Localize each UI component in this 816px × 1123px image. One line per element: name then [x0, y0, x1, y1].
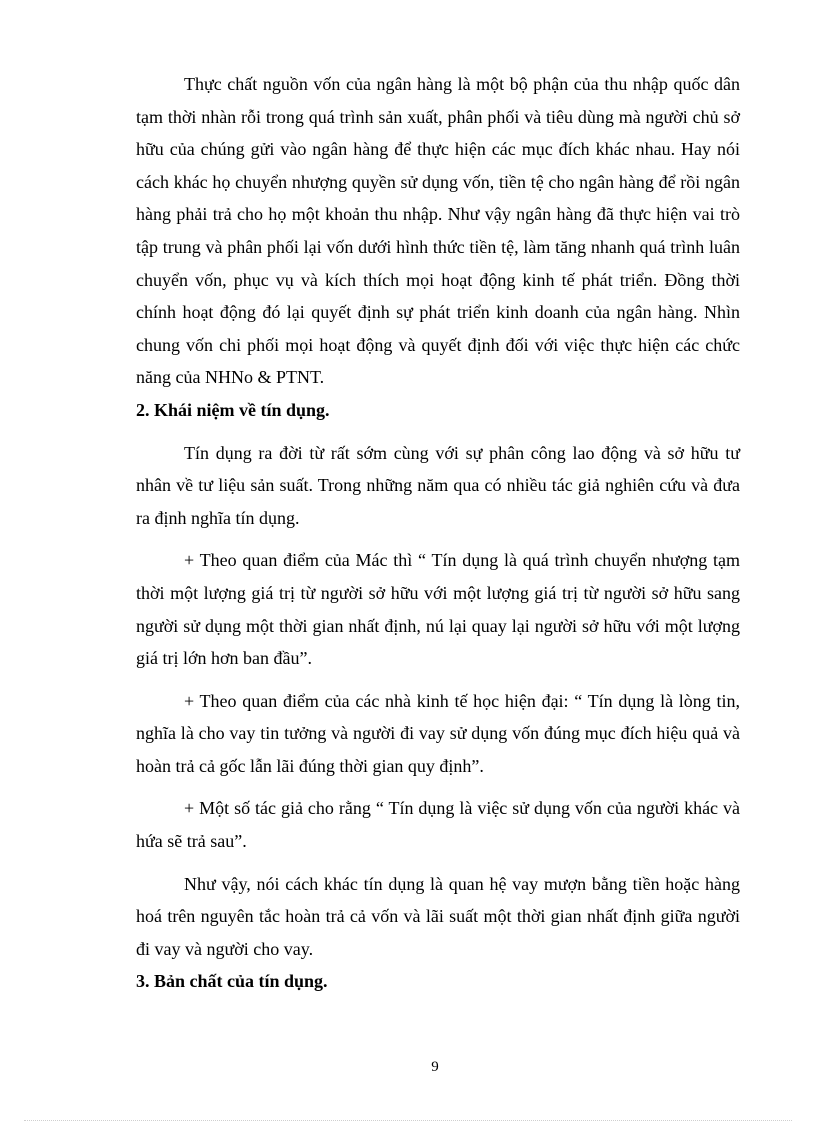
- paragraph-credit-summary: Như vậy, nói cách khác tín dụng là quan hệ vay mượn bằng tiền hoặc hàng hoá trên nguyên tắc hoàn trả cả vốn và lãi suất một thời gian nhất định giữa người đi vay và người cho vay.: [136, 873, 740, 959]
- paragraph-other-authors-definition: + Một số tác giả cho rằng “ Tín dụng là việc sử dụng vốn của người khác và hứa sẽ trả sau”.: [136, 798, 740, 852]
- paragraph-marx-definition: + Theo quan điểm của Mác thì “ Tín dụng là quá trình chuyển nhượng tạm thời một lượng giá trị từ người sở hữu với một lượng giá trị từ người sở hữu sang người sử dụng một thời gian nhất định, nú lại quay lại người sở hữu với một lượng giá trị lớn hơn ban đầu”.: [136, 550, 740, 669]
- paragraph-credit-origin: Tín dụng ra đời từ rất sớm cùng với sự phân công lao động và sở hữu tư nhân về tư liệu sản suất. Trong những năm qua có nhiều tác giả nghiên cứu và đưa ra định nghĩa tín dụng.: [136, 442, 740, 528]
- paragraph-modern-economists-definition: + Theo quan điểm của các nhà kinh tế học hiện đại: “ Tín dụng là lòng tin, nghĩa là cho vay tin tưởng và người đi vay sử dụng vốn đúng mục đích hiệu quả và hoàn trả cả gốc lẫn lãi đúng thời gian quy định”.: [136, 690, 740, 776]
- heading-credit-concept: 2. Khái niệm về tín dụng.: [136, 399, 330, 420]
- heading-credit-nature: 3. Bản chất của tín dụng.: [136, 971, 328, 992]
- paragraph-bank-capital: Thực chất nguồn vốn của ngân hàng là một bộ phận của thu nhập quốc dân tạm thời nhàn rỗi trong quá trình sản xuất, phân phối và tiêu dùng mà người chủ sở hữu của chúng gửi vào ngân hàng để thực hiện các mục đích khác nhau. Hay nói cách khác họ chuyển nhượng quyền sử dụng vốn, tiền tệ cho ngân hàng để rồi ngân hàng phải trả cho họ một khoản thu nhập. Như vậy ngân hàng đã thực hiện vai trò tập trung và phân phối lại vốn dưới hình thức tiền tệ, làm tăng nhanh quá trình luân chuyển vốn, phục vụ và kích thích mọi hoạt động kinh tế phát triển. Đồng thời chính hoạt động đó lại quyết định sự phát triển kinh doanh của ngân hàng. Nhìn chung vốn chi phối mọi hoạt động và quyết định đối với việc thực hiện các chức năng của NHNo & PTNT.: [136, 74, 740, 388]
- page-number: 9: [431, 1059, 439, 1075]
- document-page: [136, 68, 740, 998]
- footer-divider: [24, 1120, 792, 1121]
